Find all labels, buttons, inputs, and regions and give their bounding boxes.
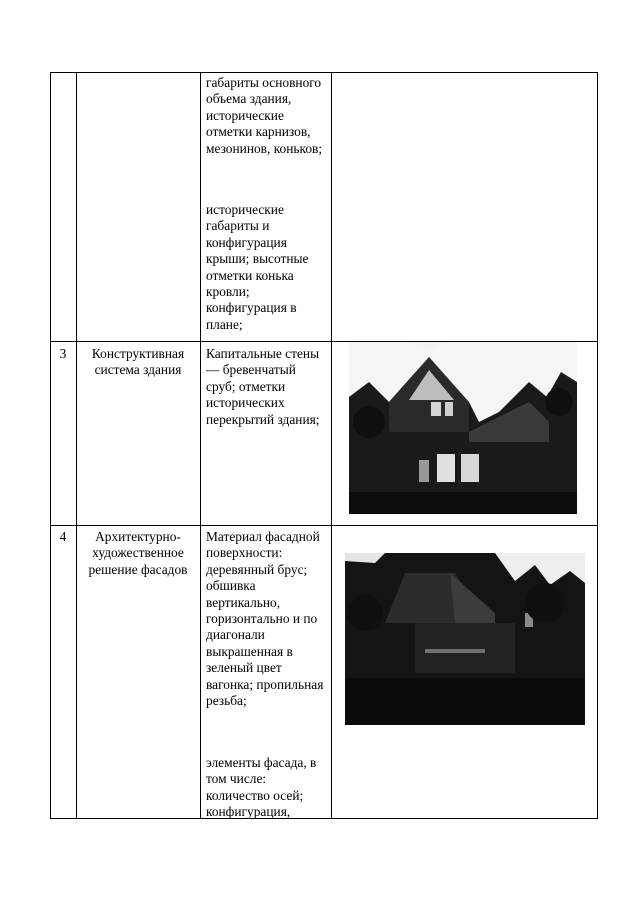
characteristic-paragraph: Капитальные стены — бревенчатый сруб; отметки исторических перекрытий здания;: [206, 346, 320, 427]
building-photo: [349, 342, 577, 514]
table-top-border: [50, 72, 598, 73]
table-col-divider: [331, 72, 332, 819]
characteristic-paragraph: Материал фасадной поверхности: деревянный брус; обшивка вертикально, горизонтально и по диагонали выкрашенная в зеленый цвет вагонка; пропильная резьба;: [206, 529, 324, 709]
building-photo: [345, 553, 585, 725]
characteristic-paragraph: исторические габариты и конфигурация крыши; высотные отметки конька кровли; конфигурация в плане;: [206, 202, 309, 332]
row-number: 4: [59, 529, 67, 544]
table-col-divider: [76, 72, 77, 819]
table-right-border: [597, 72, 598, 819]
characteristic-paragraph: габариты основного объема здания, исторические отметки карнизов, мезонинов, коньков;: [206, 75, 323, 156]
table-col-divider: [200, 72, 201, 819]
row-name: Архитектурно-художественное решение фасадов: [88, 529, 188, 577]
row-number: 3: [59, 346, 67, 361]
table-row-divider: [50, 525, 598, 526]
characteristic-paragraph: элементы фасада, в том числе: количество осей; конфигурация,: [206, 755, 317, 820]
row-name: Конструктивная система здания: [91, 346, 185, 378]
table-left-border: [50, 72, 51, 819]
